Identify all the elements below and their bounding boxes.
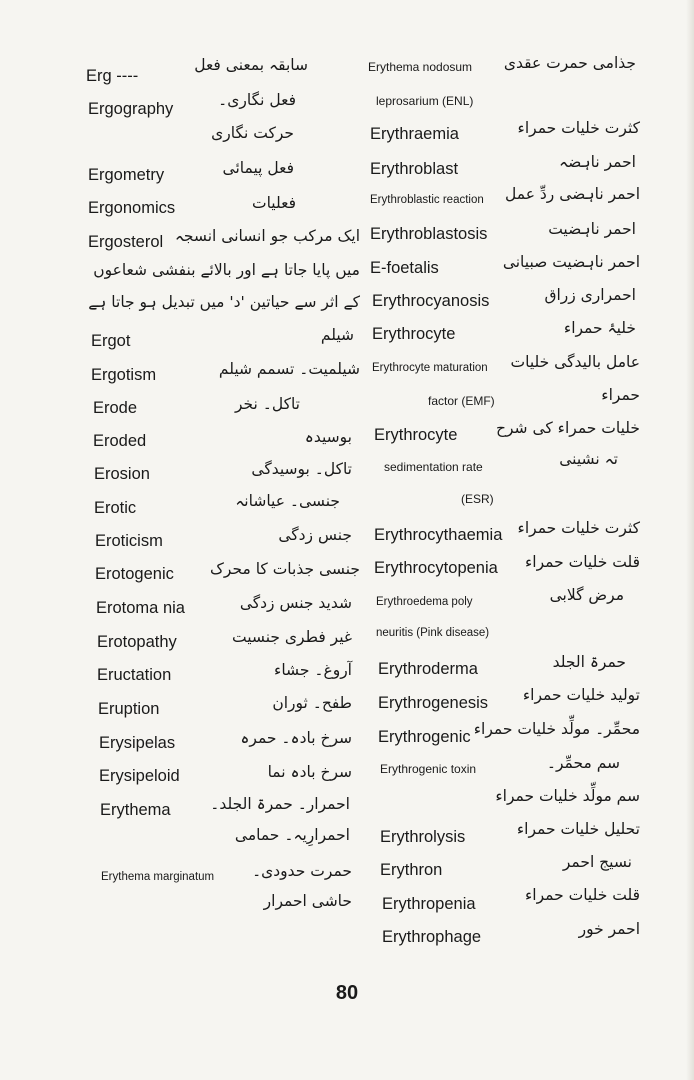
- english-term: Erythrocythaemia: [374, 526, 503, 544]
- urdu-definition: قلت خلیات حمراء: [524, 553, 640, 571]
- english-term: Erosion: [94, 465, 150, 483]
- urdu-definition: طفح۔ ثوران: [272, 694, 352, 712]
- english-term: Erotopathy: [97, 633, 177, 651]
- page-edge-shadow: [686, 0, 694, 1080]
- urdu-definition: احمر خور: [578, 920, 640, 938]
- urdu-definition: احمر ناہضیت صبیانی: [502, 253, 640, 271]
- urdu-definition: خلیۂ حمراء: [563, 319, 636, 337]
- urdu-definition: غیر فطری جنسیت: [232, 628, 352, 646]
- urdu-definition: جذامی حمرت عقدی: [503, 54, 636, 72]
- urdu-definition: نسیج احمر: [562, 853, 632, 871]
- english-term: Erythema marginatum: [101, 871, 215, 883]
- english-term: Erythroderma: [378, 660, 478, 678]
- english-term: Erysipelas: [99, 734, 176, 752]
- urdu-definition: احمرار۔ حمرۃ الجلد۔: [210, 795, 350, 813]
- urdu-definition: شیلمیت۔ تسمم شیلم: [218, 360, 360, 378]
- english-term: Erythrocyte: [374, 426, 458, 444]
- urdu-definition: شیلم: [320, 326, 354, 344]
- urdu-definition: سابقہ بمعنی فعل: [194, 56, 308, 74]
- english-term: Ergonomics: [88, 199, 176, 217]
- english-term: Erythema nodosum: [368, 60, 473, 74]
- english-term: Erythrogenic toxin: [380, 762, 477, 776]
- english-term: Erg ----: [86, 67, 139, 85]
- urdu-definition: سم محمِّر۔: [546, 754, 620, 772]
- english-term: (ESR): [461, 492, 494, 506]
- urdu-definition: جنسی۔ عیاشانہ: [235, 492, 340, 510]
- urdu-definition: بوسیدہ: [304, 428, 352, 446]
- english-term: Ergography: [88, 100, 174, 118]
- english-term: neuritis (Pink disease): [376, 627, 490, 639]
- urdu-definition: آروغ۔ جشاء: [274, 661, 352, 679]
- urdu-definition: احمر ناہضی ردِّ عمل: [505, 185, 640, 203]
- english-term: Ergometry: [88, 166, 165, 184]
- urdu-definition: تحلیل خلیات حمراء: [516, 820, 640, 838]
- urdu-definition: حاشی احمرار: [263, 892, 352, 910]
- page-number: 80: [335, 982, 359, 1004]
- urdu-definition: مرض گلابی: [549, 586, 624, 604]
- urdu-definition: عامل بالیدگی خلیات: [510, 353, 640, 371]
- english-term: Erythrophage: [382, 928, 482, 946]
- urdu-definition: تہ نشینی: [559, 450, 618, 468]
- english-term: Erythema: [100, 801, 171, 819]
- urdu-definition: حمرۃ الجلد: [552, 653, 626, 671]
- urdu-definition: تولید خلیات حمراء: [522, 686, 640, 704]
- english-term: sedimentation rate: [384, 460, 483, 474]
- urdu-definition: کثرت خلیات حمراء: [517, 119, 640, 137]
- urdu-definition: تاکل۔ بوسیدگی: [251, 460, 352, 478]
- urdu-definition: سم مولِّد خلیات حمراء: [495, 787, 640, 805]
- urdu-definition: احمر ناہضیت: [548, 220, 636, 238]
- urdu-definition: کے اثر سے حیاتین 'د' میں تبدیل ہو جاتا ہے: [88, 293, 360, 311]
- english-term: factor (EMF): [428, 394, 495, 408]
- urdu-definition: احمراری زراق: [544, 286, 636, 304]
- urdu-definition: فعلیات: [251, 194, 296, 212]
- english-term: Erythroedema poly: [376, 596, 473, 608]
- english-term: Ergotism: [91, 366, 157, 384]
- urdu-definition: تاکل۔ نخر: [234, 395, 300, 413]
- urdu-definition: حمرت حدودی۔: [252, 862, 352, 880]
- english-term: Erotic: [94, 499, 137, 517]
- urdu-definition: فعل نگاری۔: [218, 91, 296, 109]
- english-term: Eroded: [93, 432, 147, 450]
- english-term: Ergosterol: [88, 233, 164, 251]
- english-term: Erythraemia: [370, 125, 459, 143]
- english-term: Eroticism: [95, 532, 163, 550]
- english-term: Erythrocyte: [372, 325, 456, 343]
- english-term: E-foetalis: [370, 259, 439, 277]
- urdu-definition: حمراء: [601, 386, 640, 404]
- urdu-definition: سرخ بادہ۔ حمرہ: [240, 729, 352, 747]
- english-term: Erythrogenesis: [378, 694, 489, 712]
- english-term: leprosarium (ENL): [376, 94, 474, 108]
- urdu-definition: قلت خلیات حمراء: [524, 886, 640, 904]
- english-term: Erode: [93, 399, 138, 417]
- urdu-definition: فعل پیمائی: [222, 159, 294, 177]
- urdu-definition: ایک مرکب جو انسانی انسجہ: [174, 227, 360, 245]
- english-term: Erysipeloid: [99, 767, 180, 785]
- english-term: Erythrolysis: [380, 828, 466, 846]
- urdu-definition: احمرارِیہ۔ حمامی: [234, 826, 350, 844]
- english-term: Erythrogenic: [378, 728, 471, 746]
- english-term: Eructation: [97, 666, 172, 684]
- english-term: Ergot: [91, 332, 131, 350]
- english-term: Erythroblastic reaction: [370, 194, 484, 206]
- english-term: Erotoma nia: [96, 599, 185, 617]
- urdu-definition: میں پایا جاتا ہے اور بالائے بنفشی شعاعوں: [93, 261, 360, 279]
- english-term: Erythrocyanosis: [372, 292, 490, 310]
- english-term: Erythron: [380, 861, 443, 879]
- english-term: Eruption: [98, 700, 160, 718]
- english-term: Erythrocyte maturation: [372, 362, 488, 374]
- english-term: Erotogenic: [95, 565, 174, 583]
- urdu-definition: شدید جنس زدگی: [239, 594, 352, 612]
- english-term: Erythroblastosis: [370, 225, 488, 243]
- urdu-definition: جنسی جذبات کا محرک: [210, 560, 360, 578]
- urdu-definition: کثرت خلیات حمراء: [517, 519, 640, 537]
- urdu-definition: سرخ بادہ نما: [267, 763, 352, 781]
- urdu-definition: حرکت نگاری: [211, 124, 294, 142]
- urdu-definition: خلیات حمراء کی شرح: [495, 419, 640, 437]
- english-term: Erythropenia: [382, 895, 476, 913]
- urdu-definition: جنس زدگی: [278, 526, 352, 544]
- urdu-definition: احمر ناہضہ: [559, 153, 636, 171]
- english-term: Erythroblast: [370, 160, 459, 178]
- urdu-definition: محمِّر۔ مولِّد خلیات حمراء: [473, 720, 640, 738]
- english-term: Erythrocytopenia: [374, 559, 498, 577]
